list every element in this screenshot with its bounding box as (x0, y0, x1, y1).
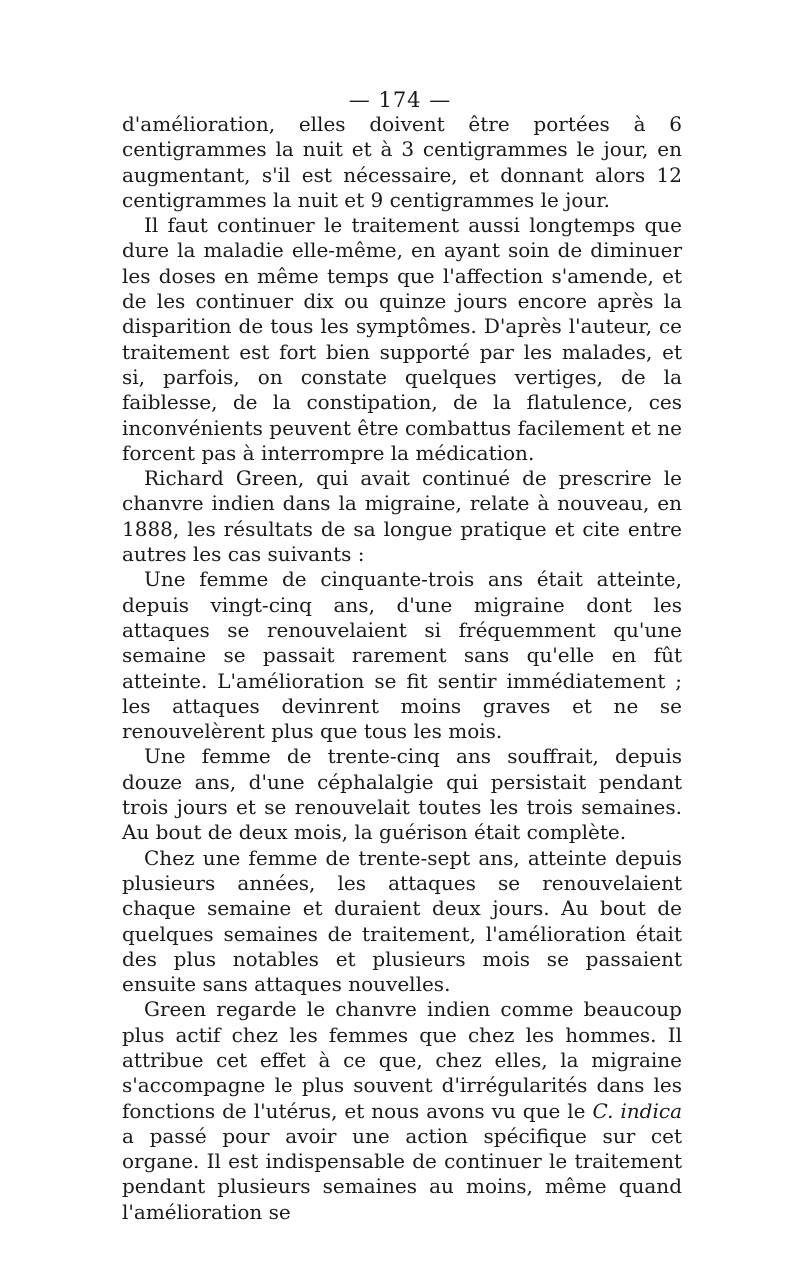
body-text (122, 112, 682, 1225)
paragraph: Une femme de cinquante-trois ans était atteinte, depuis vingt-cinq ans, d'une migraine dont les attaques se renouvelaient si fréquemment qu'une semaine se passait rarement sans qu'elle en fût atteinte. L'amélioration se fit sentir immédiatement ; les attaques devinrent moins graves et ne se renouvelèrent plus que tous les mois. (122, 567, 682, 744)
paragraph: Une femme de trente-cinq ans souffrait, depuis douze ans, d'une céphalalgie qui persistait pendant trois jours et se renouvelait toutes les trois semaines. Au bout de deux mois, la guérison était complète. (122, 744, 682, 845)
paragraph-text: a passé pour avoir une action spécifique sur cet organe. Il est indispensable de continuer le traitement pendant plusieurs semaines au moins, même quand l'amélioration se (122, 1123, 682, 1224)
paragraph: Chez une femme de trente-sept ans, atteinte depuis plusieurs années, les attaques se renouvelaient chaque semaine et duraient deux jours. Au bout de quelques semaines de traitement, l'amélioration était des plus notables et plusieurs mois se passaient ensuite sans attaques nouvelles. (122, 845, 682, 997)
page-number: — 174 — (348, 88, 452, 112)
paragraph: d'amélioration, elles doivent être portées à 6 centigrammes la nuit et à 3 centigrammes le jour, en augmentant, s'il est nécessaire, et donnant alors 12 centigrammes la nuit et 9 centigrammes le jour. (122, 112, 682, 212)
paragraph: Il faut continuer le traitement aussi longtemps que dure la maladie elle-même, en ayant soin de diminuer les doses en même temps que l'affection s'amende, et de les continuer dix ou quinze jours encore après la disparition de tous les symptômes. D'après l'auteur, ce traitement est fort bien supporté par les malades, et si, parfois, on constate quelques vertiges, de la faiblesse, de la constipation, de la flatulence, ces inconvénients peuvent être combattus facilement et ne forcent pas à interrompre la médication. (122, 213, 682, 465)
paragraph-last (122, 997, 682, 1225)
species-name: C. indica (592, 1098, 682, 1123)
paragraph: Richard Green, qui avait continué de prescrire le chanvre indien dans la migraine, relate à nouveau, en 1888, les résultats de sa longue pratique et cite entre autres les cas suivants : (122, 466, 682, 567)
paragraph-text: Green regarde le chanvre indien comme beaucoup plus actif chez les femmes que chez les hommes. Il attribue cet effet à ce que, chez elles, la migraine s'accompagne le plus souvent d'irrégularités dans les fonctions de l'utérus, et nous avons vu que le (122, 997, 682, 1123)
